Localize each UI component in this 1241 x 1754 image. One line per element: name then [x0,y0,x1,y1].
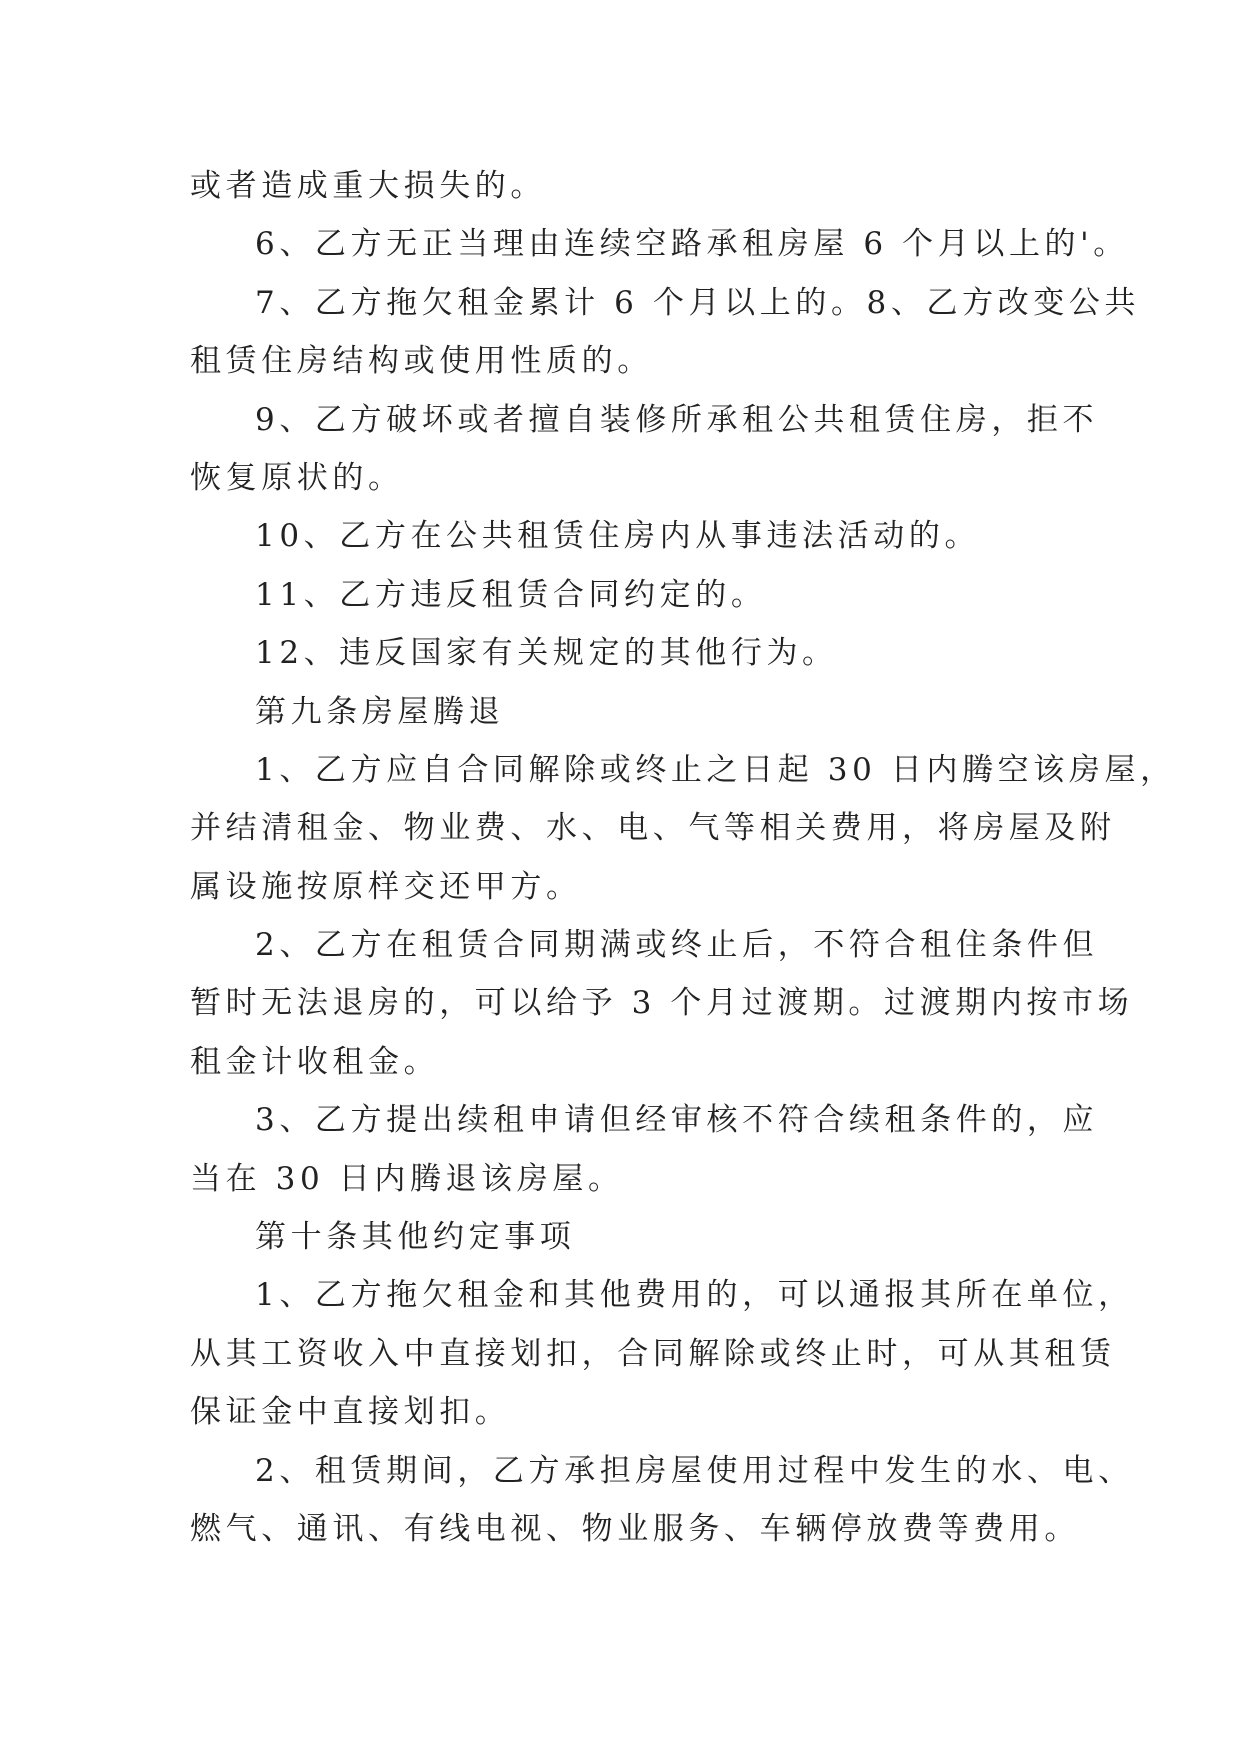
text-line: 1、乙方拖欠租金和其他费用的，可以通报其所在单位， [255,1277,1134,1314]
section-heading: 第九条房屋腾退 [255,693,505,730]
text-line: 3、乙方提出续租申请但经审核不符合续租条件的，应 [255,1102,1099,1139]
document-body [190,157,1176,1558]
text-line: 租金计收租金。 [190,1043,440,1080]
text-line: 属设施按原样交还甲方。 [190,868,582,905]
text-line: 从其工资收入中直接划扣，合同解除或终止时，可从其租赁 [190,1335,1116,1372]
text-line: 或者造成重大损失的。 [190,168,546,204]
text-line: 暂时无法退房的，可以给予 3 个月过渡期。过渡期内按市场 [190,985,1134,1022]
text-line: 2、乙方在租赁合同期满或终止后，不符合租住条件但 [255,927,1099,964]
text-line: 当在 30 日内腾退该房屋。 [190,1160,624,1197]
text-line: 租赁住房结构或使用性质的。 [190,343,653,380]
text-line: 恢复原状的。 [190,459,404,496]
text-line: 1、乙方应自合同解除或终止之日起 30 日内腾空该房屋， [255,751,1176,788]
text-line: 2、租赁期间，乙方承担房屋使用过程中发生的水、电、 [255,1452,1134,1489]
text-line: 12、违反国家有关规定的其他行为。 [255,635,838,672]
text-line: 并结清租金、物业费、水、电、气等相关费用，将房屋及附 [190,810,1116,847]
text-line: 9、乙方破坏或者擅自装修所承租公共租赁住房，拒不 [255,401,1099,438]
text-line: 燃气、通讯、有线电视、物业服务、车辆停放费等费用。 [190,1510,1080,1547]
text-line: 6、乙方无正当理由连续空路承租房屋 6 个月以上的'。 [255,226,1129,263]
text-line: 11、乙方违反租赁合同约定的。 [255,576,767,613]
section-heading: 第十条其他约定事项 [255,1219,576,1256]
text-line: 7、乙方拖欠租金累计 6 个月以上的。8、乙方改变公共 [255,284,1141,321]
text-line: 10、乙方在公共租赁住房内从事违法活动的。 [255,518,981,555]
text-line: 保证金中直接划扣。 [190,1394,511,1431]
